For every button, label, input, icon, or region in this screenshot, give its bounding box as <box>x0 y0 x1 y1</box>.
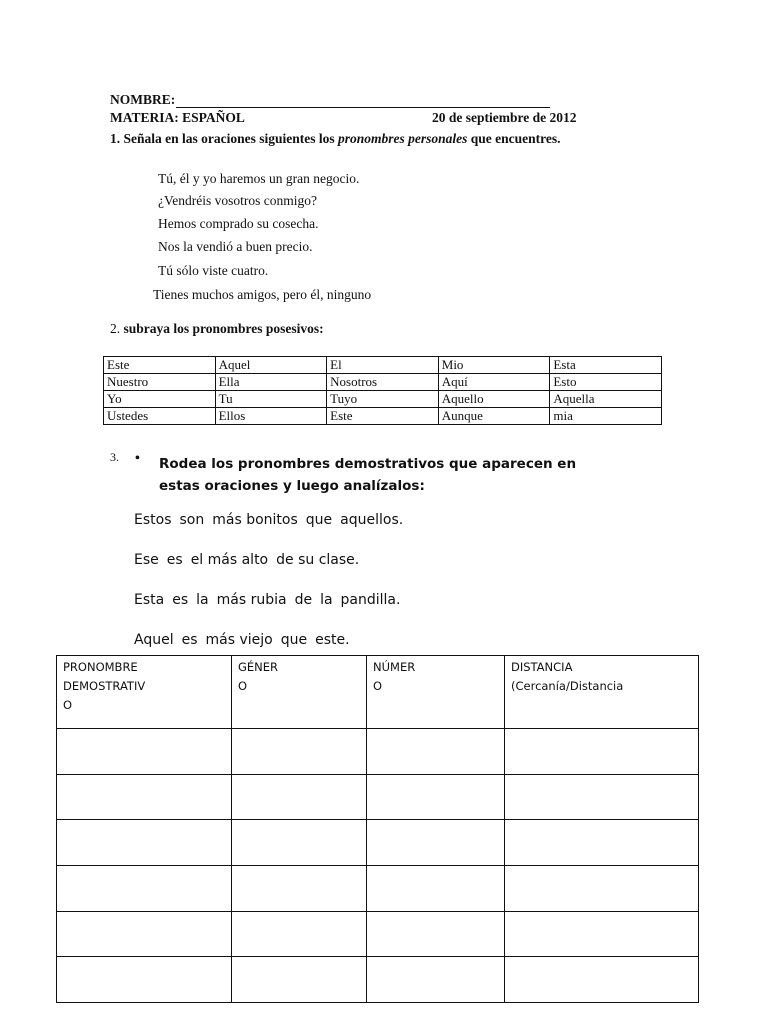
table-cell: Ella <box>215 374 327 391</box>
sentence-word[interactable]: Ese <box>134 552 159 568</box>
answer-cell[interactable] <box>57 729 232 775</box>
sentence-word[interactable]: este. <box>315 632 350 648</box>
bullet-icon: • <box>135 451 140 466</box>
demonstrative-analysis-table <box>56 655 699 1003</box>
answer-cell[interactable] <box>57 820 232 866</box>
table-cell: Este <box>327 408 439 425</box>
sentence-word[interactable]: que <box>305 512 333 528</box>
name-blank-line[interactable] <box>176 94 550 108</box>
header-line: NÚMER <box>373 660 416 674</box>
question-3-number: 3. <box>110 450 119 464</box>
sentence-word[interactable]: pandilla. <box>340 592 401 608</box>
table-row <box>57 820 699 866</box>
sentence-word[interactable]: aquellos. <box>340 512 404 528</box>
answer-cell[interactable] <box>232 729 367 775</box>
table-header-cell <box>367 656 505 729</box>
header-line: GÉNER <box>238 660 279 674</box>
sentence-2: ¿Vendréis vosotros conmigo? <box>158 193 317 208</box>
table-cell: Esta <box>550 357 662 374</box>
sentence-word[interactable]: es <box>181 632 198 648</box>
demonstrative-sentence-2 <box>134 552 367 568</box>
question-2-number: 2. <box>110 321 121 336</box>
table-row <box>57 865 699 911</box>
sentence-3: Hemos comprado su cosecha. <box>158 216 319 231</box>
answer-cell[interactable] <box>505 729 699 775</box>
table-cell: Nuestro <box>104 374 216 391</box>
header-line: PRONOMBRE <box>63 660 138 674</box>
header-line: O <box>238 679 248 693</box>
table-header-cell <box>57 656 232 729</box>
sentence-word[interactable]: es <box>166 552 183 568</box>
question-2-title <box>110 321 324 337</box>
header-line: O <box>63 698 73 712</box>
table-row <box>57 729 699 775</box>
answer-cell[interactable] <box>367 774 505 820</box>
header-line: (Cercanía/Distancia <box>511 679 624 693</box>
answer-cell[interactable] <box>367 820 505 866</box>
table-header-row <box>57 656 699 729</box>
header-line: DISTANCIA <box>511 660 573 674</box>
sentence-word[interactable]: de su clase. <box>276 552 360 568</box>
answer-cell[interactable] <box>505 865 699 911</box>
table-row <box>104 408 662 425</box>
table-cell: Ellos <box>215 408 327 425</box>
table-cell: Ustedes <box>104 408 216 425</box>
sentence-word[interactable]: más viejo <box>205 632 273 648</box>
answer-cell[interactable] <box>232 820 367 866</box>
answer-cell[interactable] <box>505 774 699 820</box>
answer-cell[interactable] <box>57 774 232 820</box>
demonstrative-sentence-3 <box>134 592 408 608</box>
answer-cell[interactable] <box>57 911 232 957</box>
table-row <box>57 774 699 820</box>
sentence-word[interactable]: la <box>320 592 333 608</box>
sentence-word[interactable]: son <box>179 512 205 528</box>
table-row <box>104 374 662 391</box>
table-cell: Mio <box>438 357 550 374</box>
sentence-6: Tienes muchos amigos, pero él, ninguno <box>153 287 372 302</box>
possessive-pronoun-table <box>103 356 662 425</box>
sentence-word[interactable]: Esta <box>134 592 165 608</box>
name-label: NOMBRE: <box>110 92 176 107</box>
answer-cell[interactable] <box>505 911 699 957</box>
question-3-instruction: Rodea los pronombres demostrativos que aparecen en estas oraciones y luego analízalos: <box>159 456 577 494</box>
sentence-word[interactable]: que <box>280 632 308 648</box>
answer-cell[interactable] <box>232 865 367 911</box>
table-cell: Tu <box>215 391 327 408</box>
table-cell: Aquel <box>215 357 327 374</box>
answer-cell[interactable] <box>367 729 505 775</box>
sentence-word[interactable]: de <box>294 592 313 608</box>
sentence-word[interactable]: Aquel <box>134 632 174 648</box>
answer-cell[interactable] <box>367 911 505 957</box>
demonstrative-sentence-4 <box>134 632 358 648</box>
sentence-word[interactable]: más rubia <box>216 592 287 608</box>
answer-cell[interactable] <box>57 865 232 911</box>
demonstrative-sentence-1 <box>134 512 411 528</box>
table-cell: Aunque <box>438 408 550 425</box>
header-line: O <box>373 679 383 693</box>
table-cell: Yo <box>104 391 216 408</box>
table-cell: Aquella <box>550 391 662 408</box>
question-1-prefix: 1. Señala en las oraciones siguientes los <box>110 131 339 146</box>
sentence-word[interactable]: Estos <box>134 512 172 528</box>
table-cell: Aquello <box>438 391 550 408</box>
subject-label: MATERIA: ESPAÑOL <box>110 110 245 125</box>
question-1-title <box>110 130 561 147</box>
table-cell: Aquí <box>438 374 550 391</box>
name-field-row <box>110 91 550 108</box>
table-row <box>57 957 699 1003</box>
header-line: DEMOSTRATIV <box>63 679 146 693</box>
answer-cell[interactable] <box>232 957 367 1003</box>
sentence-word[interactable]: es <box>172 592 189 608</box>
table-row <box>57 911 699 957</box>
question-2-text: subraya los pronombres posesivos: <box>123 321 324 336</box>
sentence-4: Nos la vendió a buen precio. <box>158 239 313 254</box>
table-cell: Nosotros <box>327 374 439 391</box>
answer-cell[interactable] <box>232 911 367 957</box>
table-header-cell <box>232 656 367 729</box>
table-cell: El <box>327 357 439 374</box>
answer-cell[interactable] <box>367 957 505 1003</box>
table-cell: Este <box>104 357 216 374</box>
answer-cell[interactable] <box>367 865 505 911</box>
table-header-cell <box>505 656 699 729</box>
answer-cell[interactable] <box>232 774 367 820</box>
question-1-suffix: que encuentres. <box>467 131 561 146</box>
date-label: 20 de septiembre de 2012 <box>432 110 577 125</box>
table-row <box>104 357 662 374</box>
sentence-1: Tú, él y yo haremos un gran negocio. <box>158 171 360 186</box>
sentence-word[interactable]: más bonitos <box>212 512 298 528</box>
question-1-emphasis: pronombres personales <box>338 131 468 146</box>
answer-cell[interactable] <box>505 820 699 866</box>
answer-cell[interactable] <box>57 957 232 1003</box>
table-cell: Esto <box>550 374 662 391</box>
table-row <box>104 391 662 408</box>
sentence-5: Tú sólo viste cuatro. <box>158 263 269 278</box>
table-cell: Tuyo <box>327 391 439 408</box>
table-cell: mia <box>550 408 662 425</box>
sentence-word[interactable]: el más alto <box>190 552 269 568</box>
sentence-word[interactable]: la <box>196 592 209 608</box>
answer-cell[interactable] <box>505 957 699 1003</box>
